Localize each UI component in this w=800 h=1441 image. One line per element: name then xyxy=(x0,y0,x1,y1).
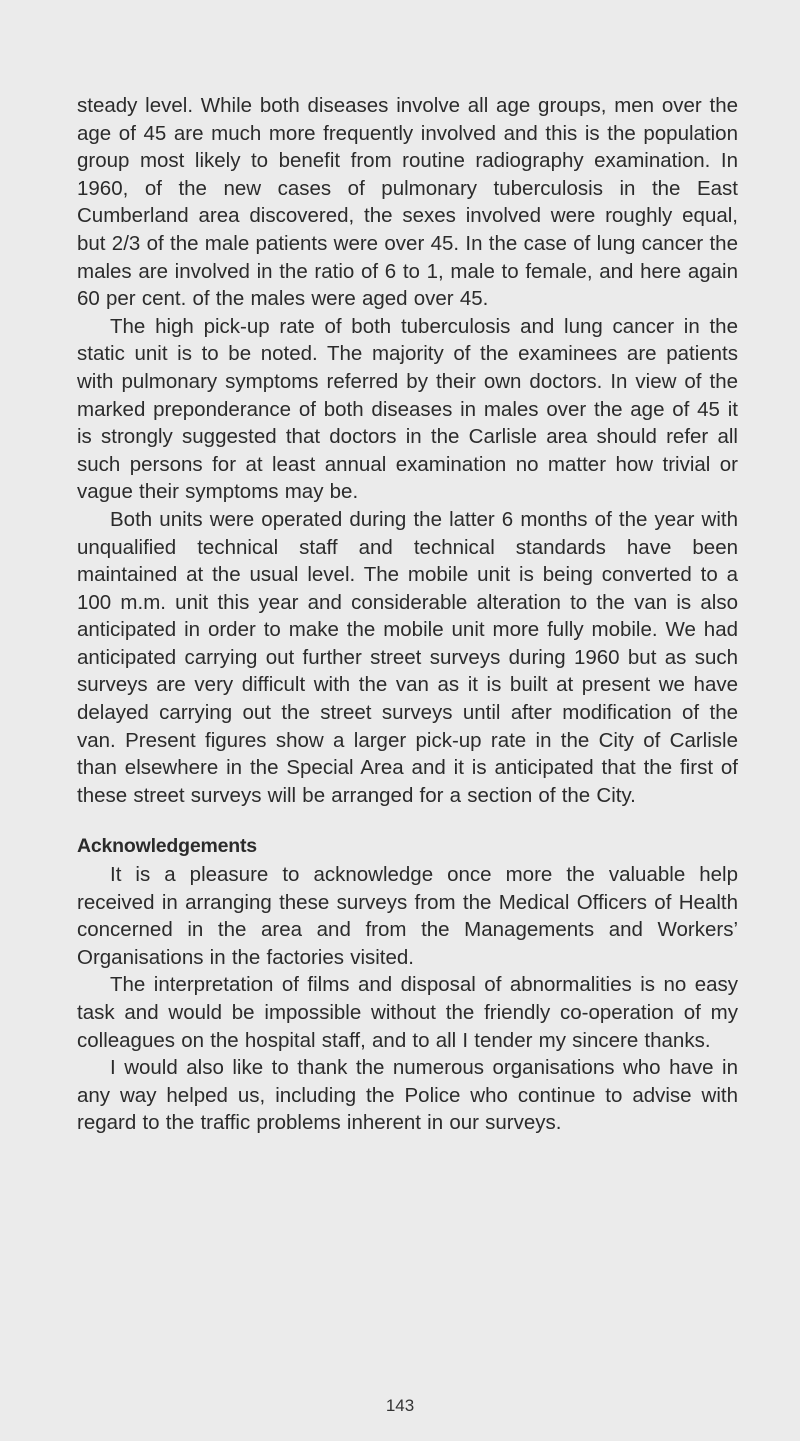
paragraph-static-unit: The high pick-up rate of both tuberculosis and lung cancer in the static unit is to be noted. The majority of the examinees are patients with pulmonary symptoms referred by their own doctors. In view of the marked preponderance of both diseases in males over the age of 45 it is strongly suggested that doctors in the Carlisle area should refer all such persons for at least annual examination no matter how trivial or vague their symptoms may be. xyxy=(77,314,738,504)
section-heading-acknowledgements: Acknowledgements xyxy=(77,835,257,858)
paragraph-continuation: steady level. While both diseases involve all age groups, men over the age of 45 are much more frequently involved and this is the population group most likely to benefit from routine radiography examination. In 1960, of the new cases of pulmonary tuberculosis in the East Cumberland area discovered, the sexes involved were roughly equal, but 2/3 of the male patients were over 45. In the case of lung cancer the males are involved in the ratio of 6 to 1, male to female, and here again 60 per cent. of the males were aged over 45. xyxy=(77,94,738,311)
paragraph-organisations: I would also like to thank the numerous organisations who have in any way helped us, including the Police who continue to advise with regard to the traffic problems inherent in our surveys. xyxy=(77,1056,738,1135)
paragraph-both-units: Both units were operated during the latter 6 months of the year with unqualified technical staff and technical standards have been maintained at the usual level. The mobile unit is being converted to a 100 m.m. unit this year and considerable alteration to the van is also anticipated in order to make the mobile unit more fully mobile. We had anticipated carrying out further street surveys during 1960 but as such surveys are very difficult with the van as it is built at present we have delayed carrying out the street surveys until after modification of the van. Present figures show a larger pick-up rate in the City of Carlisle than elsewhere in the Special Area and it is anticipated that the first of these street surveys will be arranged for a section of the City. xyxy=(77,507,738,807)
paragraph-interpretation: The interpretation of films and disposal of abnormalities is no easy task and would be impossible without the friendly co-operation of my colleagues on the hospital staff, and to all I tender my sincere thanks. xyxy=(77,973,738,1052)
body-text xyxy=(77,92,738,1137)
paragraph-acknowledge-help: It is a pleasure to acknowledge once more the valuable help received in arranging these surveys from the Medical Officers of Health concerned in the area and from the Managements and Workers’ Organisations in the factories visited. xyxy=(77,863,738,969)
page-number: 143 xyxy=(385,1396,415,1415)
